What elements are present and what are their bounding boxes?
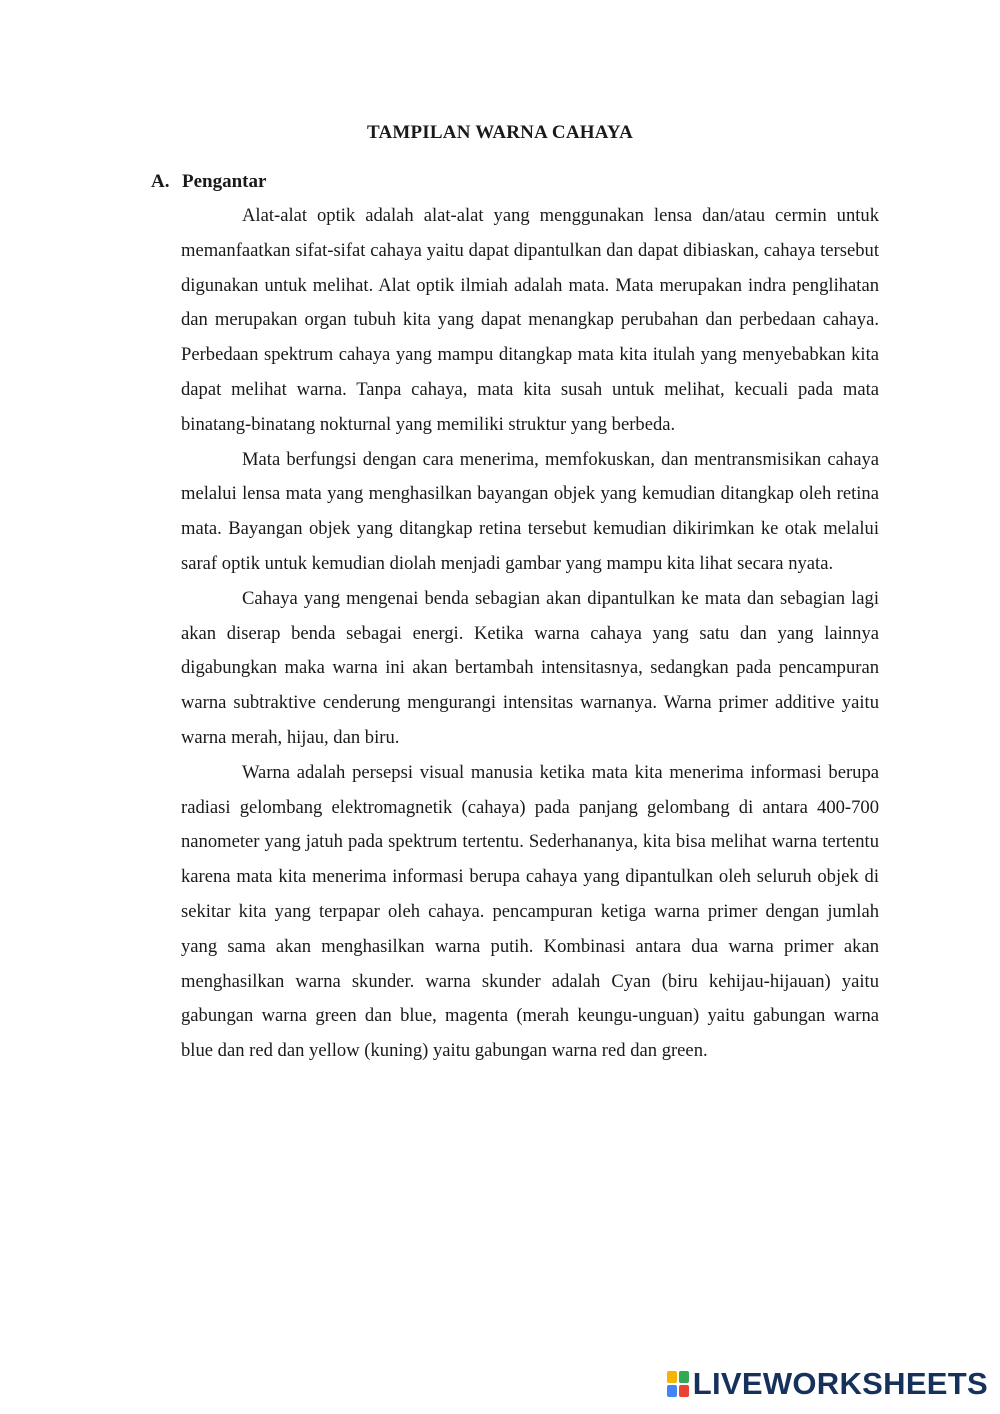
logo-square bbox=[679, 1385, 689, 1397]
logo-square bbox=[667, 1385, 677, 1397]
brand-text: LIVEWORKSHEETS bbox=[692, 1366, 988, 1401]
liveworksheets-brand[interactable] bbox=[667, 1368, 988, 1400]
document-title: TAMPILAN WARNA CAHAYA bbox=[366, 122, 634, 143]
paragraph: Warna adalah persepsi visual manusia ketika mata kita menerima informasi berupa radiasi gelombang elektromagnetik (cahaya) pada panjang gelombang di antara 400-700 nanometer yang jatuh pada spektrum tertentu. Sederhananya, kita bisa melihat warna tertentu karena mata kita menerima informasi berupa cahaya yang dipantulkan oleh seluruh objek di sekitar kita yang terpapar oleh cahaya. pencampuran ketiga warna primer dengan jumlah yang sama akan menghasilkan warna putih. Kombinasi antara dua warna primer akan menghasilkan warna skunder. warna skunder adalah Cyan (biru kehijau-hijauan) yaitu gabungan warna green dan blue, magenta (merah keungu-unguan) yaitu gabungan warna blue dan red dan yellow (kuning) yaitu gabungan warna red dan green. bbox=[181, 761, 879, 1062]
paragraph: Alat-alat optik adalah alat-alat yang menggunakan lensa dan/atau cermin untuk memanfaatkan sifat-sifat cahaya yaitu dapat dipantulkan dan dapat dibiaskan, cahaya tersebut digunakan untuk melihat. Alat optik ilmiah adalah mata. Mata merupakan indra penglihatan dan merupakan organ tubuh kita yang dapat menangkap perubahan dan perbedaan cahaya. Perbedaan spektrum cahaya yang mampu ditangkap mata kita itulah yang menyebabkan kita dapat melihat warna. Tanpa cahaya, mata kita susah untuk melihat, kecuali pada mata binatang-binatang nokturnal yang memiliki struktur yang berbeda. bbox=[181, 205, 879, 435]
paragraph: Cahaya yang mengenai benda sebagian akan dipantulkan ke mata dan sebagian lagi akan diserap benda sebagai energi. Ketika warna cahaya yang satu dan yang lainnya digabungkan maka warna ini akan bertambah intensitasnya, sedangkan pada pencampuran warna subtraktive cenderung mengurangi intensitas warnanya. Warna primer additive yaitu warna merah, hijau, dan biru. bbox=[181, 587, 879, 748]
section-heading bbox=[151, 171, 266, 193]
paragraph: Mata berfungsi dengan cara menerima, memfokuskan, dan mentransmisikan cahaya melalui lensa mata yang menghasilkan bayangan objek yang kemudian ditangkap oleh retina mata. Bayangan objek yang ditangkap retina tersebut kemudian dikirimkan ke otak melalui saraf optik untuk kemudian diolah menjadi gambar yang mampu kita lihat secara nyata. bbox=[181, 448, 879, 574]
logo-square bbox=[679, 1371, 689, 1383]
liveworksheets-logo-icon bbox=[667, 1371, 689, 1397]
section-number: A. bbox=[151, 171, 170, 192]
section-title: Pengantar bbox=[182, 171, 267, 192]
logo-square bbox=[667, 1371, 677, 1383]
document-body bbox=[181, 199, 879, 1069]
